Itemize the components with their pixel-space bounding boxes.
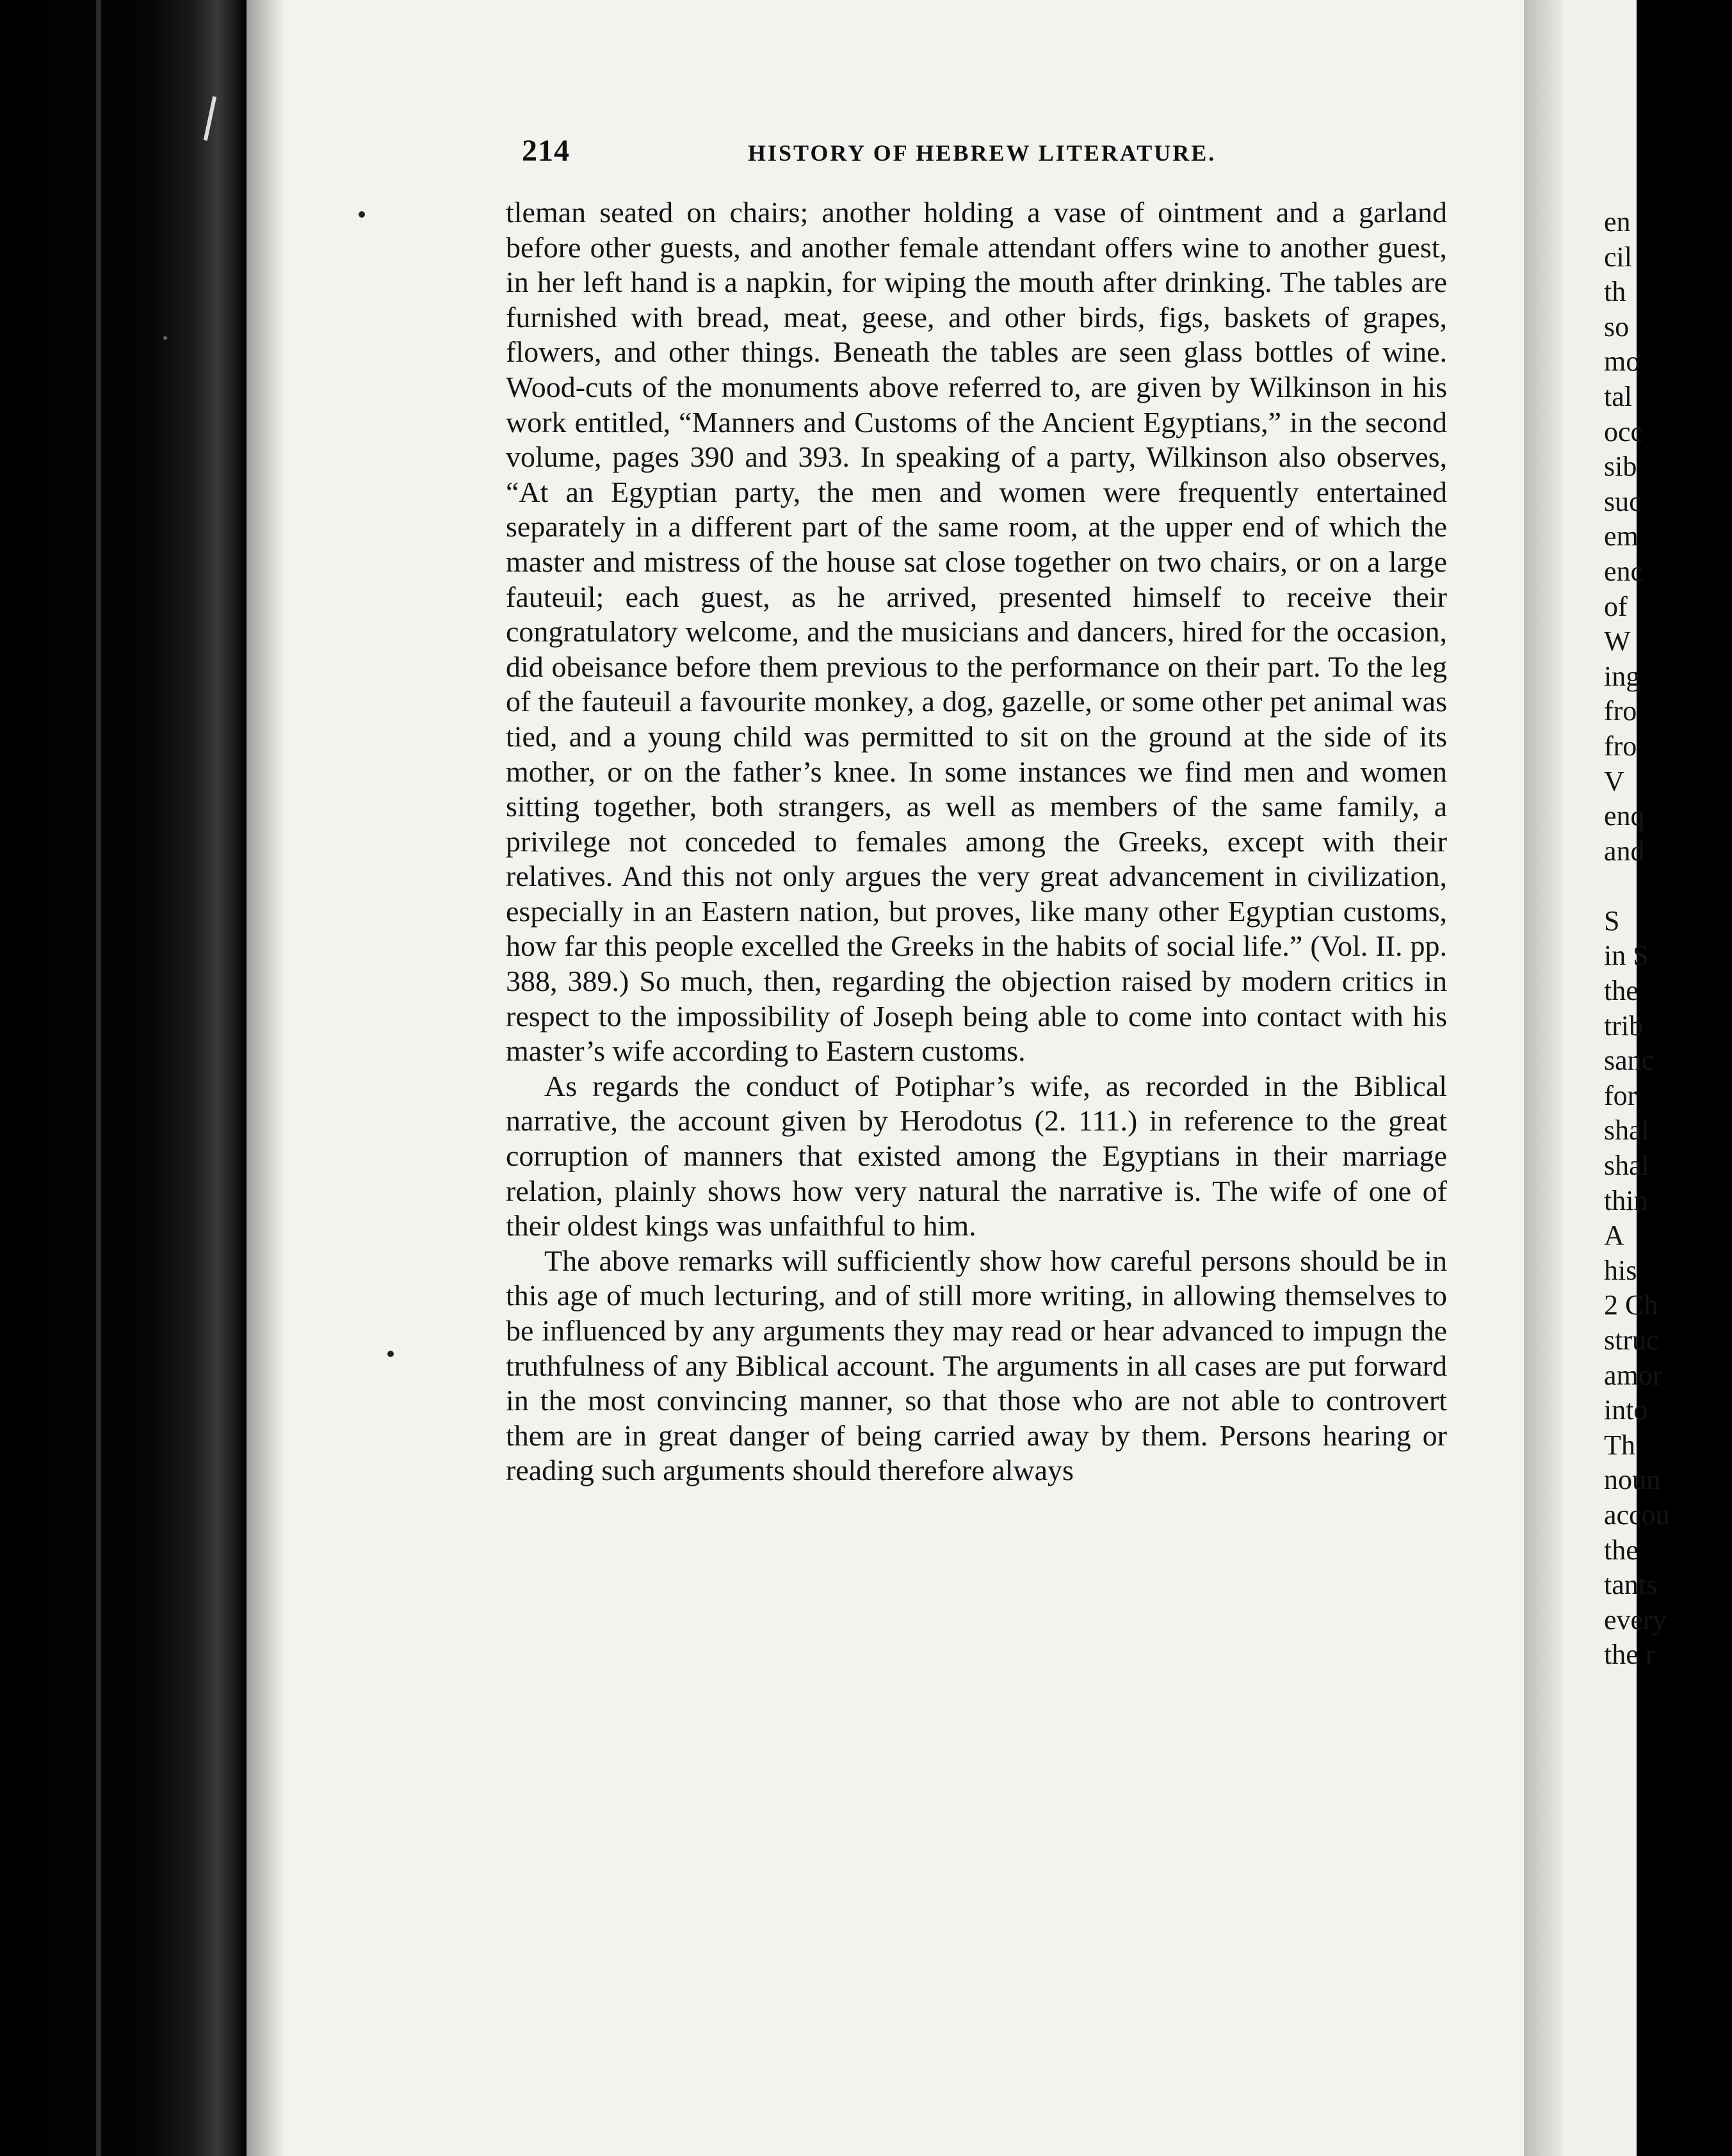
facing-page-line: sanc <box>1604 1045 1655 1077</box>
facing-page-line: struc <box>1604 1324 1659 1356</box>
facing-page-line: th <box>1604 276 1626 308</box>
facing-page-line: tants <box>1604 1569 1658 1601</box>
gutter <box>1524 0 1562 2156</box>
facing-page-line: thin <box>1604 1184 1648 1216</box>
facing-page-line: Th <box>1604 1429 1635 1461</box>
paragraph-3: The above remarks will sufficiently show how careful persons should be in this age of much lecturing, and of still more writing, in allowing themselves to be influenced by any arguments they may read or hear advanced to impugn the truthfulness of any Biblical account. The arguments in all cases are put forward in the most convincing manner, so that those who are not able to controvert them are in great danger of being carried away by them. Persons hearing or reading such arguments should therefore always <box>506 1244 1447 1487</box>
facing-page-line: of <box>1604 590 1628 622</box>
facing-page-line: shal <box>1604 1114 1649 1146</box>
facing-page-line: V <box>1604 765 1624 797</box>
facing-page-line: the r <box>1604 1639 1655 1671</box>
facing-page-line: so <box>1604 310 1630 342</box>
body-text <box>506 195 1447 1488</box>
facing-page-line: ing <box>1604 660 1640 692</box>
facing-page-line: noun <box>1604 1464 1660 1496</box>
facing-page-line: accou <box>1604 1499 1670 1531</box>
facing-page-line: the <box>1604 1534 1639 1566</box>
facing-page-line: every <box>1604 1604 1667 1636</box>
binding-line <box>96 0 101 2156</box>
page-shadow <box>247 0 285 2156</box>
scan-dark-edge <box>0 0 247 2156</box>
facing-page-line: shal <box>1604 1150 1649 1182</box>
facing-page-line: in S <box>1604 940 1649 972</box>
facing-page-line: and <box>1604 835 1645 867</box>
facing-page-fragments <box>1604 205 1732 1673</box>
running-head-title: HISTORY OF HEBREW LITERATURE. <box>748 140 1217 166</box>
facing-page-line: W <box>1604 625 1631 657</box>
facing-page-line: cil <box>1604 241 1632 273</box>
scan-speck <box>359 211 365 218</box>
facing-page-line: amor <box>1604 1359 1662 1391</box>
facing-page-line: em <box>1604 520 1639 552</box>
facing-page-line: mo <box>1604 346 1640 378</box>
facing-page-line: A <box>1604 1219 1624 1251</box>
scan-speck <box>163 336 167 340</box>
facing-page-line: occ <box>1604 415 1644 447</box>
facing-page-line: S <box>1604 905 1620 937</box>
facing-page-line: en <box>1604 206 1631 237</box>
facing-page-line: for <box>1604 1079 1637 1111</box>
facing-page-line: sib <box>1604 451 1637 483</box>
paragraph-1: tleman seated on chairs; another holding a vase of ointment and a garland before other guests, and another female attendant offers wine to another guest, in her left hand is a napkin, for wiping the mouth after drinking. The tables are furnished with bread, meat, geese, and other birds, figs, baskets of grapes, flowers, and other things. Beneath the tables are seen glass bottles of wine. Wood-cuts of the monuments above referred to, are given by Wilkinson in his work entitled, “Manners and Customs of the Ancient Egyptians,” in the second volume, pages 390 and 393. In speaking of a party, Wilkinson also observes, “At an Egyptian party, the men and women were frequently entertained separately in a different part of the same room, at the upper end of which the master and mistress of the house sat close together on two chairs, or on a large fauteuil; each guest, as he arrived, presented himself to receive their congratulatory welcome, and the musicians and dancers, hired for the occasion, did obeisance before them previous to the performance on their part. To the leg of the fauteuil a favourite monkey, a dog, gazelle, or some other pet animal was tied, and a young child was permitted to sit on the ground at the side of its mother, or on the father’s knee. In some instances we find men and women sitting together, both strangers, as well as members of the same family, a privilege not conceded to females among the Greeks, except with their relatives. And this not only argues the very great advancement in civilization, especially in an Eastern nation, but proves, like many other Egyptian customs, how far this people excelled the Greeks in the habits of social life.” (Vol. II. pp. 388, 389.) So much, then, regarding the objection raised by modern critics in respect to the impossibility of Joseph being able to come into contact with his master’s wife according to Eastern customs. <box>506 196 1447 1068</box>
paragraph-2: As regards the conduct of Potiphar’s wife, as recorded in the Biblical narrative, the account given by Herodotus (2. 111.) in reference to the great corruption of manners that existed among the Egyptians in their marriage relation, plainly shows how very natural the narrative is. The wife of one of their oldest kings was unfaithful to him. <box>506 1069 1447 1243</box>
facing-page-line: into <box>1604 1394 1648 1426</box>
scan-speck <box>387 1351 394 1357</box>
facing-page-line: enq <box>1604 800 1645 832</box>
facing-page-line: tal <box>1604 380 1632 412</box>
facing-page-line: enc <box>1604 555 1644 587</box>
facing-page-line: 2 Ch <box>1604 1289 1658 1321</box>
facing-page-line: trib <box>1604 1010 1644 1042</box>
facing-page-line: the <box>1604 975 1639 1007</box>
facing-page-line: fro <box>1604 730 1637 762</box>
facing-page-line <box>1604 869 1732 904</box>
facing-page-line: suc <box>1604 485 1642 517</box>
facing-page-line: fro <box>1604 695 1637 727</box>
page-number: 214 <box>522 134 570 168</box>
facing-page-line: his <box>1604 1254 1637 1286</box>
